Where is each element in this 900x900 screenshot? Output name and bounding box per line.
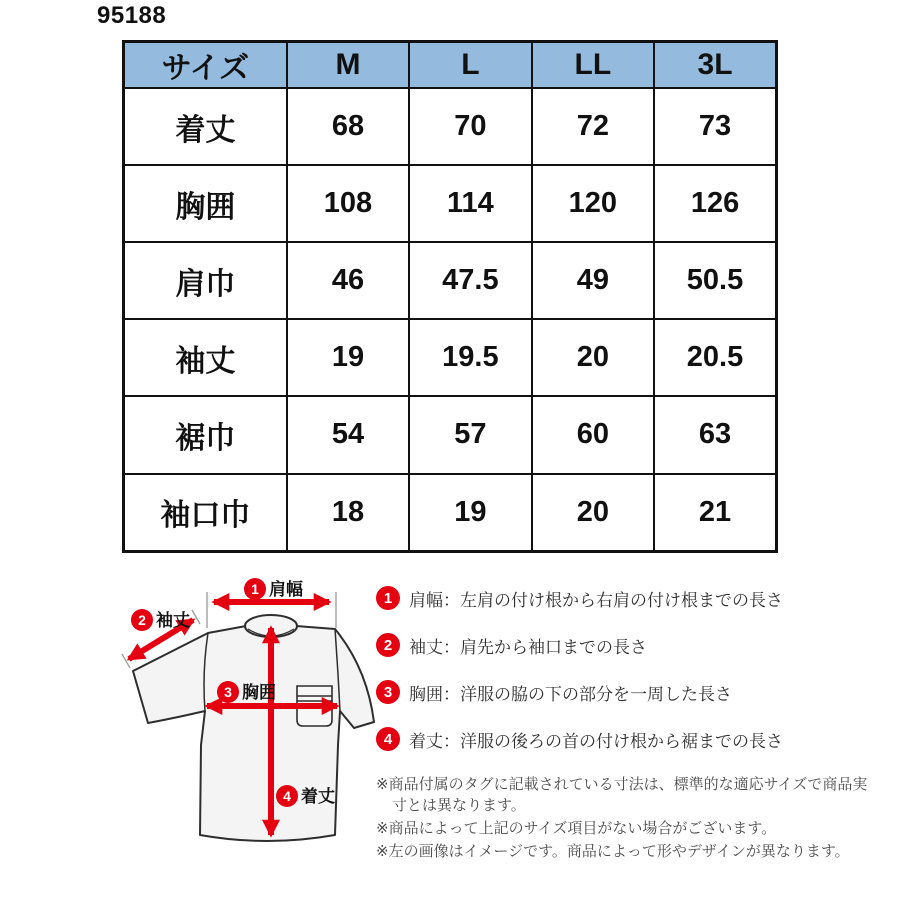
cell-value: 47.5: [409, 242, 531, 319]
row-label: 着丈: [124, 88, 287, 165]
cell-value: 114: [409, 165, 531, 242]
row-label: 肩巾: [124, 242, 287, 319]
cell-value: 19: [287, 319, 409, 396]
badge-2-number: 2: [138, 612, 146, 628]
row-label: 裾巾: [124, 396, 287, 473]
shoulder-width-label: 肩幅: [269, 580, 303, 599]
measurement-legend: [376, 586, 888, 864]
badge-1-number: 1: [251, 581, 259, 597]
legend-text: 袖丈：肩先から袖口までの長さ: [409, 637, 647, 657]
tshirt-diagram-svg: [95, 570, 395, 880]
cell-value: 19: [409, 474, 531, 552]
cell-value: 126: [654, 165, 776, 242]
cell-value: 54: [287, 396, 409, 473]
disclaimer-notes: [376, 774, 872, 862]
cell-value: 108: [287, 165, 409, 242]
cell-value: 21: [654, 474, 776, 552]
cell-value: 57: [409, 396, 531, 473]
note-line: ※商品によって上記のサイズ項目がない場合がございます。: [376, 820, 777, 837]
size-col-l: L: [409, 42, 531, 89]
cell-value: 60: [532, 396, 654, 473]
chest-width-label: 胸囲: [242, 683, 276, 702]
table-row: [124, 474, 777, 552]
number-badge: 3: [376, 680, 400, 704]
size-table: [122, 40, 778, 553]
badge-3-number: 3: [224, 684, 232, 700]
number-badge: 1: [376, 586, 400, 610]
cell-value: 20: [532, 319, 654, 396]
legend-text: 胸囲：洋服の脇の下の部分を一周した長さ: [409, 684, 732, 704]
sleeve-length-label: 袖丈: [156, 611, 190, 630]
row-label: 袖口巾: [124, 474, 287, 552]
tshirt-outline: [133, 615, 374, 841]
cell-value: 68: [287, 88, 409, 165]
table-row: [124, 396, 777, 473]
tshirt-diagram: [95, 570, 395, 880]
legend-item-shoulder: [376, 586, 888, 610]
cell-value: 49: [532, 242, 654, 319]
cell-value: 19.5: [409, 319, 531, 396]
cell-value: 63: [654, 396, 776, 473]
table-row: [124, 319, 777, 396]
size-table-header-row: [124, 42, 777, 89]
row-label: 袖丈: [124, 319, 287, 396]
legend-item-chest: [376, 680, 888, 704]
badge-4-number: 4: [283, 788, 291, 804]
number-badge: 4: [376, 727, 400, 751]
cell-value: 120: [532, 165, 654, 242]
cell-value: 20: [532, 474, 654, 552]
body-length-label: 着丈: [301, 787, 335, 806]
table-row: [124, 242, 777, 319]
cell-value: 70: [409, 88, 531, 165]
cell-value: 46: [287, 242, 409, 319]
size-col-3l: 3L: [654, 42, 776, 89]
product-code: 95188: [97, 2, 167, 29]
legend-item-sleeve: [376, 633, 888, 657]
cell-value: 18: [287, 474, 409, 552]
table-row: [124, 88, 777, 165]
legend-text: 肩幅：左肩の付け根から右肩の付け根までの長さ: [409, 590, 783, 610]
legend-text: 着丈：洋服の後ろの首の付け根から裾までの長さ: [409, 731, 783, 751]
cell-value: 72: [532, 88, 654, 165]
note-line: ※商品付属のタグに記載されている寸法は、標準的な適応サイズで商品実寸とは異なります。: [376, 776, 868, 814]
cell-value: 73: [654, 88, 776, 165]
cell-value: 20.5: [654, 319, 776, 396]
number-badge: 2: [376, 633, 400, 657]
cell-value: 50.5: [654, 242, 776, 319]
row-label: 胸囲: [124, 165, 287, 242]
size-col-m: M: [287, 42, 409, 89]
size-header-cell: サイズ: [124, 42, 287, 89]
legend-item-length: [376, 727, 888, 751]
table-row: [124, 165, 777, 242]
note-line: ※左の画像はイメージです。商品によって形やデザインが異なります。: [376, 843, 850, 860]
size-col-ll: LL: [532, 42, 654, 89]
